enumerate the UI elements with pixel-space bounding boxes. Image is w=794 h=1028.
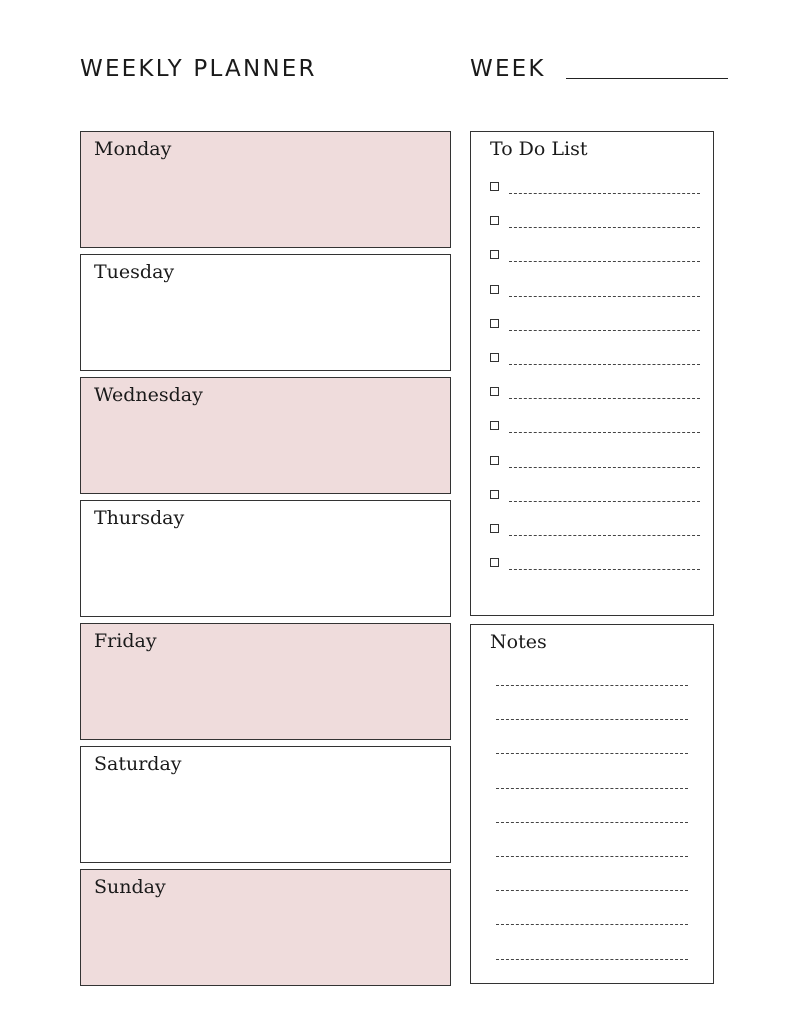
- checkbox[interactable]: [490, 387, 499, 396]
- todo-item: [490, 454, 702, 488]
- todo-item: [490, 180, 702, 214]
- todo-item: [490, 283, 702, 317]
- todo-line[interactable]: [509, 569, 700, 570]
- day-label: Friday: [94, 630, 157, 652]
- day-label: Wednesday: [94, 384, 203, 406]
- day-label: Monday: [94, 138, 172, 160]
- note-line[interactable]: [496, 822, 688, 856]
- todo-item: [490, 522, 702, 556]
- day-box-sunday[interactable]: [80, 869, 451, 986]
- week-label: WEEK: [470, 56, 546, 82]
- days-column: [80, 131, 451, 992]
- checkbox[interactable]: [490, 558, 499, 567]
- day-box-saturday[interactable]: [80, 746, 451, 863]
- todo-item: [490, 248, 702, 282]
- todo-title: To Do List: [490, 138, 588, 160]
- note-line[interactable]: [496, 753, 688, 787]
- notes-panel: [470, 624, 714, 984]
- todo-line[interactable]: [509, 261, 700, 262]
- todo-item: [490, 317, 702, 351]
- day-label: Sunday: [94, 876, 166, 898]
- day-label: Saturday: [94, 753, 182, 775]
- note-line[interactable]: [496, 856, 688, 890]
- day-label: Thursday: [94, 507, 185, 529]
- day-label: Tuesday: [94, 261, 175, 283]
- checkbox[interactable]: [490, 524, 499, 533]
- todo-line[interactable]: [509, 330, 700, 331]
- todo-line[interactable]: [509, 501, 700, 502]
- note-line[interactable]: [496, 959, 688, 993]
- day-box-monday[interactable]: [80, 131, 451, 248]
- todo-line[interactable]: [509, 296, 700, 297]
- note-line[interactable]: [496, 719, 688, 753]
- checkbox[interactable]: [490, 456, 499, 465]
- note-line[interactable]: [496, 890, 688, 924]
- note-line[interactable]: [496, 788, 688, 822]
- page-title: WEEKLY PLANNER: [80, 56, 317, 82]
- todo-item: [490, 385, 702, 419]
- todo-item: [490, 488, 702, 522]
- note-line[interactable]: [496, 685, 688, 719]
- checkbox[interactable]: [490, 490, 499, 499]
- week-input-line[interactable]: [566, 78, 728, 79]
- notes-title: Notes: [490, 631, 547, 653]
- todo-line[interactable]: [509, 227, 700, 228]
- notes-lines: [496, 685, 688, 993]
- checkbox[interactable]: [490, 216, 499, 225]
- todo-line[interactable]: [509, 467, 700, 468]
- checkbox[interactable]: [490, 353, 499, 362]
- todo-item: [490, 419, 702, 453]
- checkbox[interactable]: [490, 285, 499, 294]
- checkbox[interactable]: [490, 421, 499, 430]
- day-box-friday[interactable]: [80, 623, 451, 740]
- note-line[interactable]: [496, 924, 688, 958]
- day-box-tuesday[interactable]: [80, 254, 451, 371]
- todo-item: [490, 351, 702, 385]
- todo-line[interactable]: [509, 432, 700, 433]
- todo-line[interactable]: [509, 364, 700, 365]
- todo-item: [490, 214, 702, 248]
- todo-line[interactable]: [509, 398, 700, 399]
- checkbox[interactable]: [490, 182, 499, 191]
- todo-item: [490, 556, 702, 590]
- todo-line[interactable]: [509, 193, 700, 194]
- todo-list: [490, 180, 702, 590]
- todo-panel: [470, 131, 714, 616]
- day-box-wednesday[interactable]: [80, 377, 451, 494]
- todo-line[interactable]: [509, 535, 700, 536]
- checkbox[interactable]: [490, 319, 499, 328]
- day-box-thursday[interactable]: [80, 500, 451, 617]
- checkbox[interactable]: [490, 250, 499, 259]
